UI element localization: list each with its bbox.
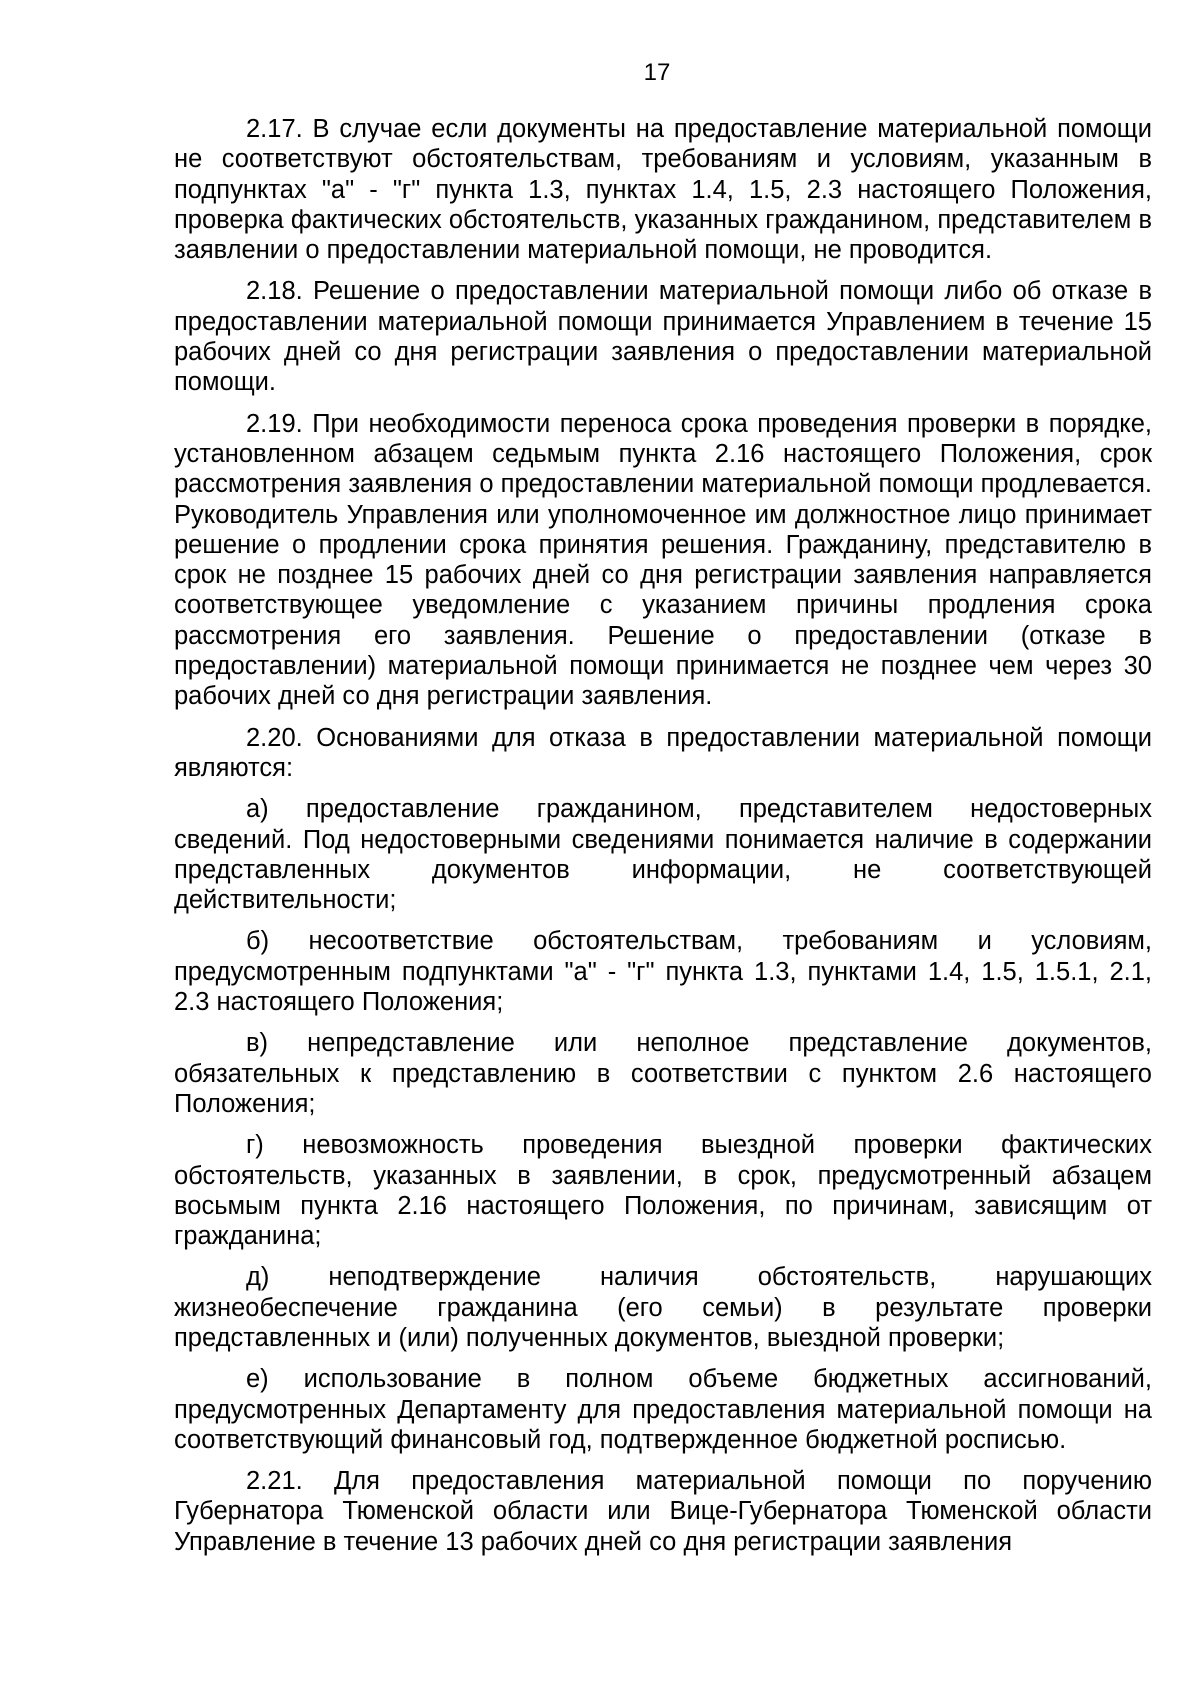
paragraph-2-20: 2.20. Основаниями для отказа в предоставлении материальной помощи являются: — [174, 723, 1152, 782]
list-item-b: б) несоответствие обстоятельствам, требованиям и условиям, предусмотренным подпунктами "а" - "г" пункта 1.3, пунктами 1.4, 1.5, 1.5.1, 2.1, 2.3 настоящего Положения; — [174, 927, 1152, 1017]
paragraph-2-17: 2.17. В случае если документы на предоставление материальной помощи не соответствуют обстоятельствам, требованиям и условиям, указанным в подпунктах "а" - "г" пункта 1.3, пунктах 1.4, 1.5, 2.3 настоящего Положения, проверка фактических обстоятельств, указанных гражданином, представителем в заявлении о предоставлении материальной помощи, не проводится. — [174, 115, 1152, 265]
paragraph-2-19: 2.19. При необходимости переноса срока проведения проверки в порядке, установленном абзацем седьмым пункта 2.16 настоящего Положения, срок рассмотрения заявления о предоставлении материальной помощи продлевается. Руководитель Управления или уполномоченное им должностное лицо принимает решение о продлении срока принятия решения. Гражданину, представителю в срок не позднее 15 рабочих дней со дня регистрации заявления направляется соответствующее уведомление с указанием причины продления срока рассмотрения его заявления. Решение о предоставлении (отказе в предоставлении) материальной помощи принимается не позднее чем через 30 рабочих дней со дня регистрации заявления. — [174, 409, 1152, 711]
list-item-a: а) предоставление гражданином, представителем недостоверных сведений. Под недостоверными сведениями понимается наличие в содержании представленных документов информации, не соответствующей действительности; — [174, 795, 1152, 915]
paragraph-2-21: 2.21. Для предоставления материальной помощи по поручению Губернатора Тюменской области или Вице-Губернатора Тюменской области Управление в течение 13 рабочих дней со дня регистрации заявления — [174, 1467, 1152, 1556]
list-item-v: в) непредставление или неполное представление документов, обязательных к представлению в соответствии с пунктом 2.6 настоящего Положения; — [174, 1029, 1152, 1118]
list-item-g: г) невозможность проведения выездной проверки фактических обстоятельств, указанных в заявлении, в срок, предусмотренный абзацем восьмым пункта 2.16 настоящего Положения, по причинам, зависящим от гражданина; — [174, 1131, 1152, 1251]
list-item-d: д) неподтверждение наличия обстоятельств, нарушающих жизнеобеспечение гражданина (его семьи) в результате проверки представленных и (или) полученных документов, выездной проверки; — [174, 1263, 1152, 1352]
paragraph-2-18: 2.18. Решение о предоставлении материальной помощи либо об отказе в предоставлении материальной помощи принимается Управлением в течение 15 рабочих дней со дня регистрации заявления о предоставлении материальной помощи. — [174, 277, 1152, 397]
list-item-e: е) использование в полном объеме бюджетных ассигнований, предусмотренных Департаменту для предоставления материальной помощи на соответствующий финансовый год, подтвержденное бюджетной росписью. — [174, 1365, 1152, 1454]
document-body — [174, 114, 1152, 1568]
page-number: 17 — [643, 59, 671, 86]
